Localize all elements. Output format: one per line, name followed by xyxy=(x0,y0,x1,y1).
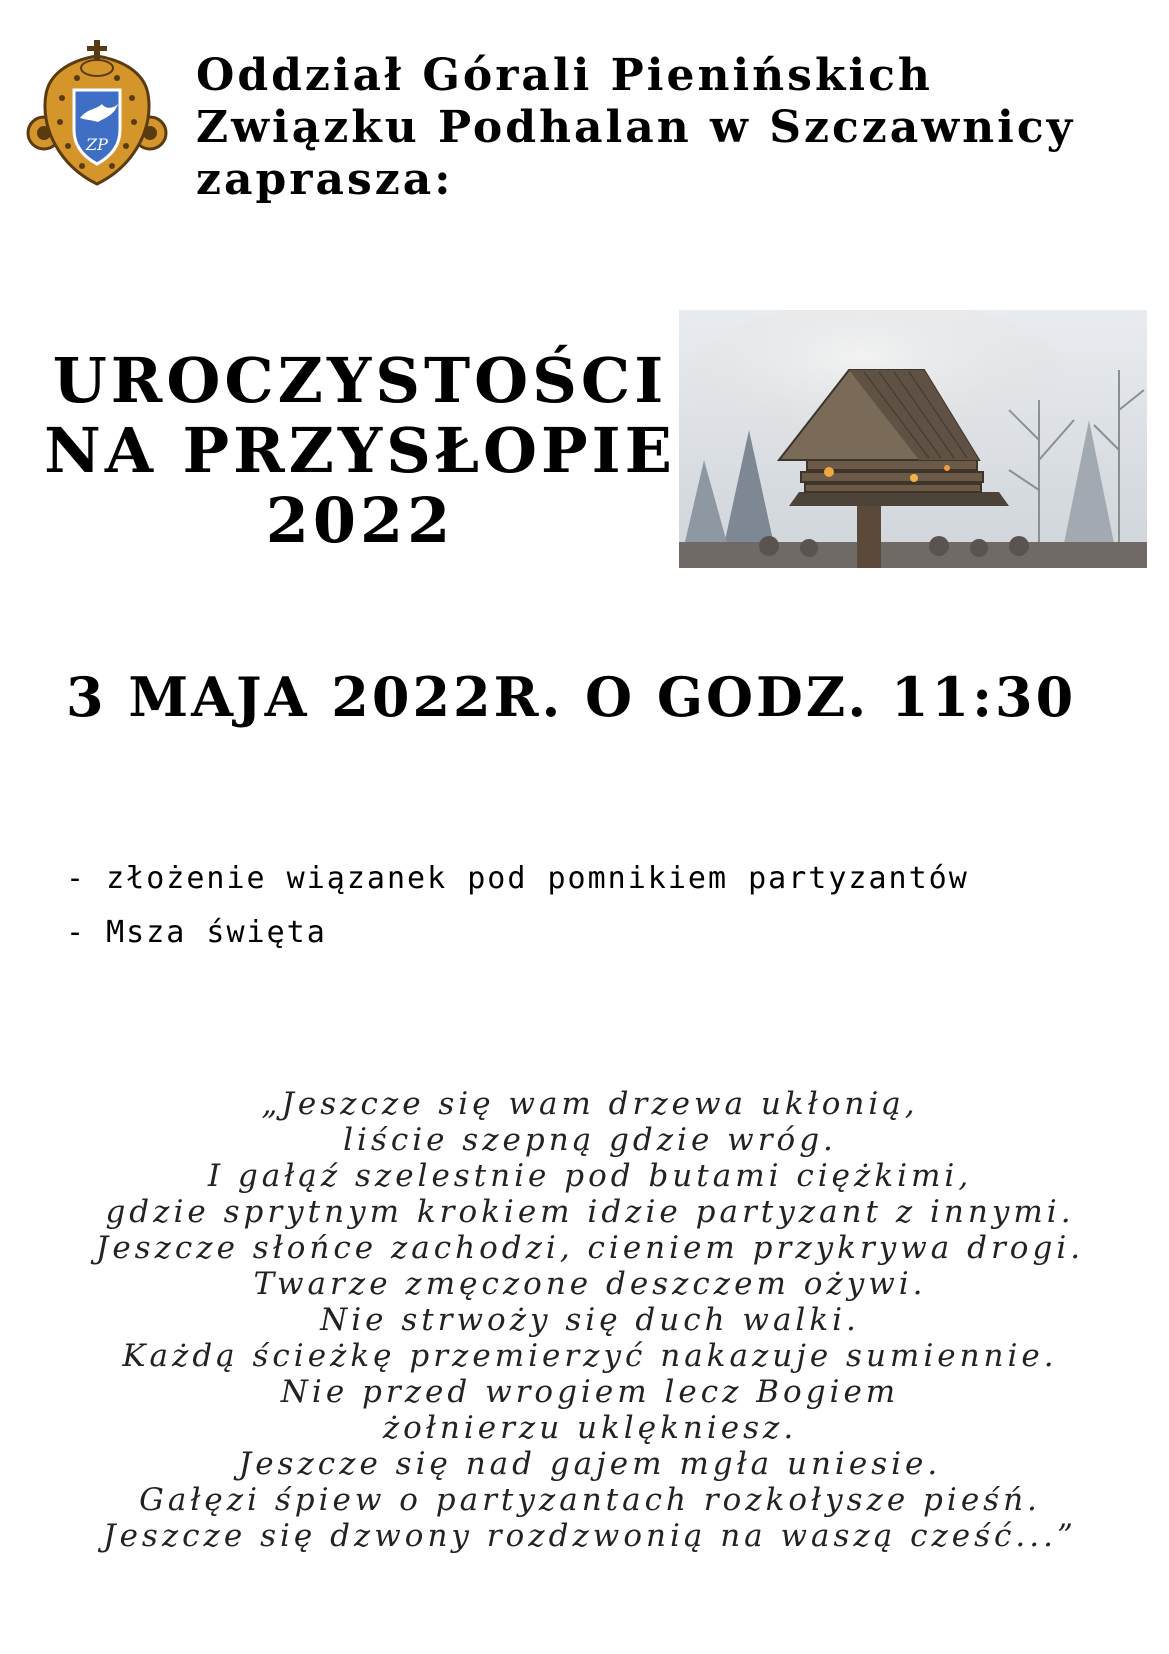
agenda-list xyxy=(66,852,1146,960)
burning-wooden-shrine-icon xyxy=(679,310,1147,568)
poem-line: gdzie sprytnym krokiem idzie partyzant z innymi. xyxy=(105,1194,1075,1230)
agenda-item: - złożenie wiązanek pod pomnikiem partyzantów xyxy=(66,861,969,896)
poem-line: Twarze zmęczone deszczem ożywi. xyxy=(253,1266,927,1302)
event-title-line: 2022 xyxy=(265,484,455,557)
poem-line: liście szepną gdzie wróg. xyxy=(343,1122,837,1158)
header-line: Związku Podhalan w Szczawnicy xyxy=(196,102,1076,153)
burning-shrine-photo xyxy=(679,310,1147,568)
poem-line: Jeszcze słońce zachodzi, cieniem przykrywa drogi. xyxy=(95,1230,1085,1266)
organizer-header xyxy=(196,50,1146,206)
poem-line: I gałąź szelestnie pod butami ciężkimi, xyxy=(207,1158,973,1194)
event-title-line: UROCZYSTOŚCI xyxy=(52,344,668,417)
poem-line: żołnierzu uklękniesz. xyxy=(382,1410,798,1446)
poem-line: Jeszcze się dzwony rozdzwonią na waszą cześć...” xyxy=(103,1518,1077,1554)
poem-line: Każdą ścieżkę przemierzyć nakazuje sumiennie. xyxy=(122,1338,1058,1374)
poem xyxy=(60,1086,1120,1554)
poem-line: Nie strwoży się duch walki. xyxy=(320,1302,860,1338)
event-title-line: NA PRZYSŁOPIE xyxy=(44,414,676,487)
header-line: Oddział Górali Pienińskich xyxy=(196,50,933,101)
coat-of-arms-icon xyxy=(22,38,172,188)
event-date-time: 3 MAJA 2022R. O GODZ. 11:30 xyxy=(66,665,1077,729)
event-title xyxy=(40,346,680,556)
poem-line: Jeszcze się nad gajem mgła uniesie. xyxy=(238,1446,942,1482)
header-line: zaprasza: xyxy=(196,154,454,205)
logo-monogram: ZP xyxy=(86,135,108,154)
poem-line: „Jeszcze się wam drzewa ukłonią, xyxy=(261,1086,919,1122)
poem-line: Gałęzi śpiew o partyzantach rozkołysze pieśń. xyxy=(139,1482,1041,1518)
agenda-item: - Msza święta xyxy=(66,915,327,950)
poem-line: Nie przed wrogiem lecz Bogiem xyxy=(280,1374,900,1410)
coat-of-arms-logo xyxy=(22,38,172,188)
